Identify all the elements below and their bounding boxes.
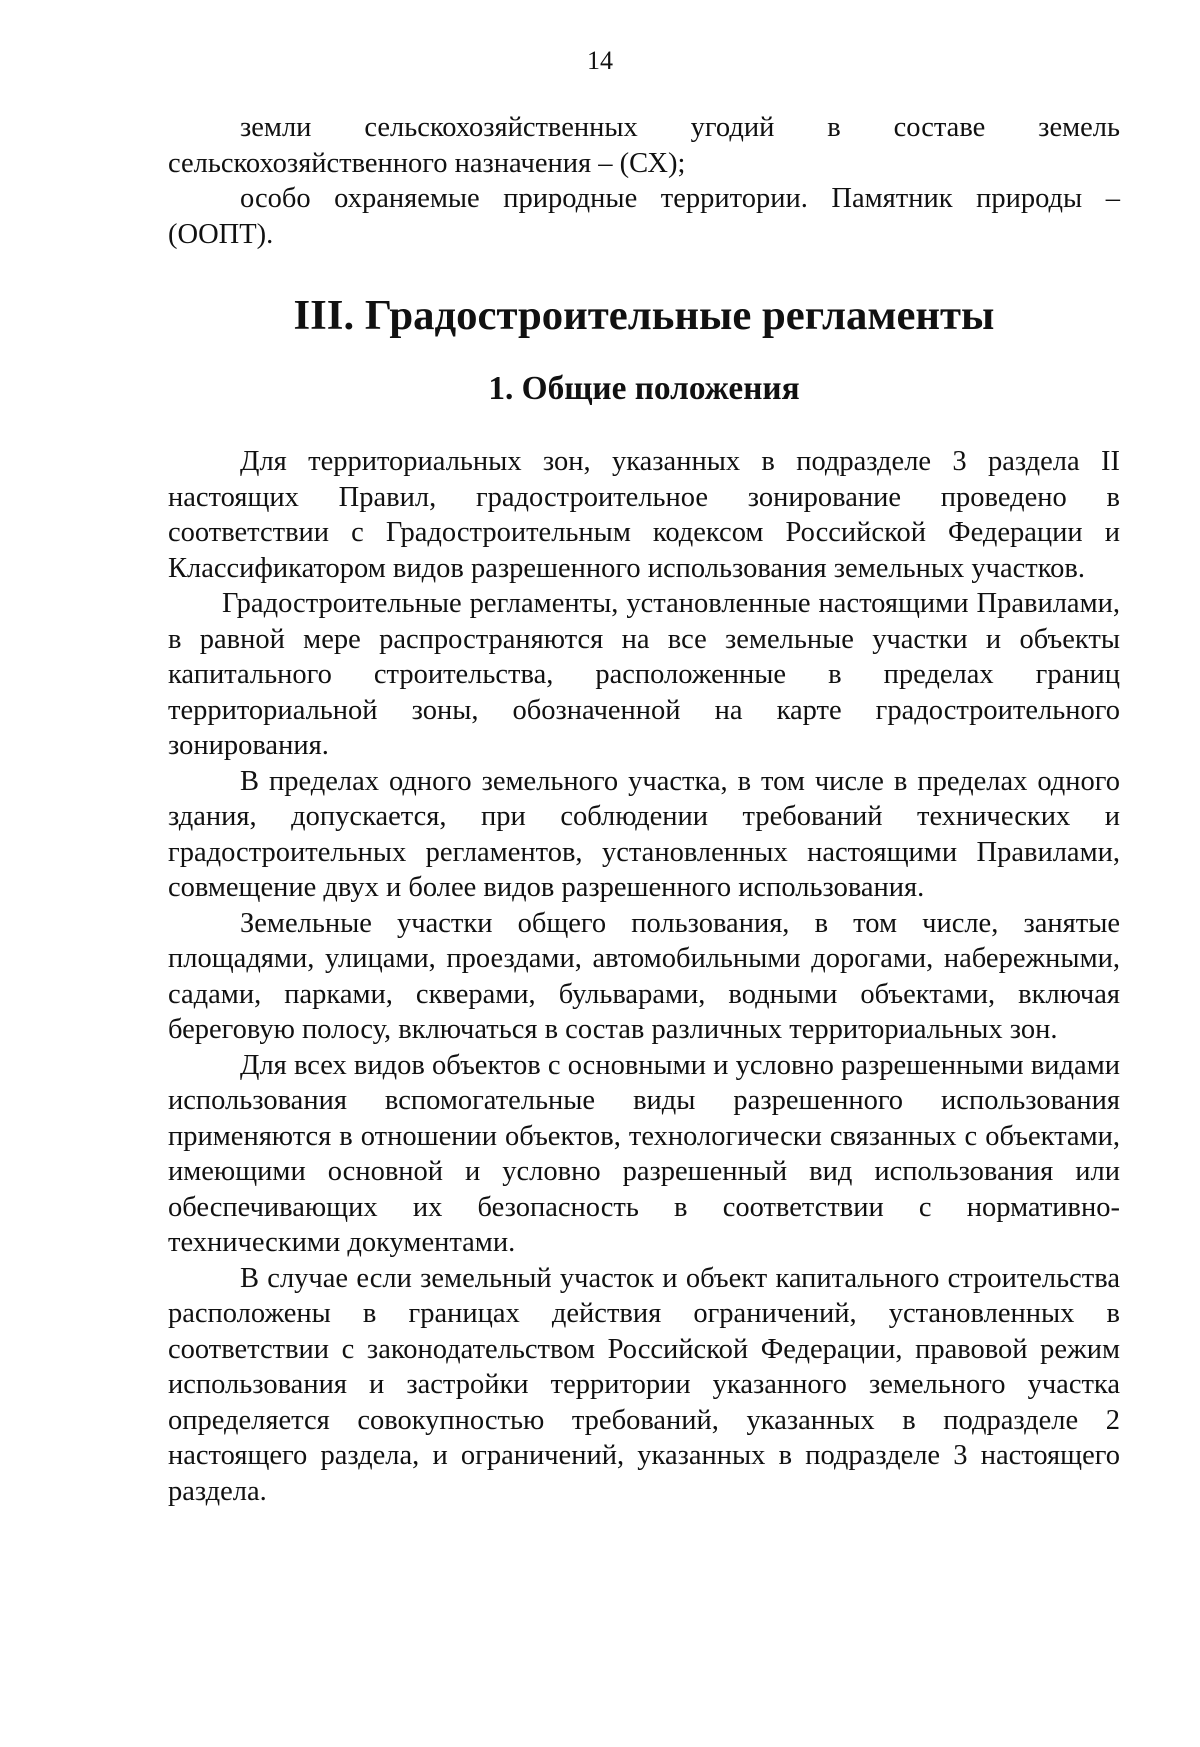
section-title: III. Градостроительные регламенты: [293, 292, 995, 339]
paragraph-regulations-scope: Градостроительные регламенты, установленные настоящими Правилами, в равной мере распространяются на все земельные участки и объекты капитального строительства, расположенные в пределах границ территориальной зоны, обозначенной на карте градостроительного зонирования.: [168, 588, 1120, 761]
paragraph-combined-use: В пределах одного земельного участка, в том числе в пределах одного здания, допускается, при соблюдении требований технических и градостроительных регламентов, установленных настоящими Правилами, совмещение двух и более видов разрешенного использования.: [168, 765, 1120, 903]
page-number: 14: [587, 46, 613, 75]
intro-paragraph-agricultural-land: земли сельскохозяйственных угодий в составе земель сельскохозяйственного назначения – (СХ);: [168, 112, 1120, 179]
subsection-title: 1. Общие положения: [488, 369, 800, 407]
paragraph-restrictions: В случае если земельный участок и объект капитального строительства расположены в границах действия ограничений, установленных в соответствии с законодательством Российской Федерации, правовой режим использования и застройки территории указанного земельного участка определяется совокупностью требований, указанных в подразделе 2 настоящего раздела, и ограничений, указанных в подразделе 3 настоящего раздела.: [168, 1262, 1120, 1507]
document-body: [168, 110, 1120, 1509]
intro-paragraph-protected-areas: особо охраняемые природные территории. Памятник природы – (ООПТ).: [168, 183, 1120, 250]
paragraph-public-land: Земельные участки общего пользования, в том числе, занятые площадями, улицами, проездами, автомобильными дорогами, набережными, садами, парками, скверами, бульварами, водными объектами, включая береговую полосу, включаться в состав различных территориальных зон.: [168, 907, 1120, 1045]
paragraph-auxiliary-uses: Для всех видов объектов с основными и условно разрешенными видами использования вспомогательные виды разрешенного использования применяются в отношении объектов, технологически связанных с объектами, имеющими основной и условно разрешенный вид использования или обеспечивающих их безопасность в соответствии с нормативно-техническими документами.: [168, 1049, 1120, 1258]
paragraph-zoning-basis: Для территориальных зон, указанных в подразделе 3 раздела II настоящих Правил, градостроительное зонирование проведено в соответствии с Градостроительным кодексом Российской Федерации и Классификатором видов разрешенного использования земельных участков.: [168, 446, 1120, 584]
